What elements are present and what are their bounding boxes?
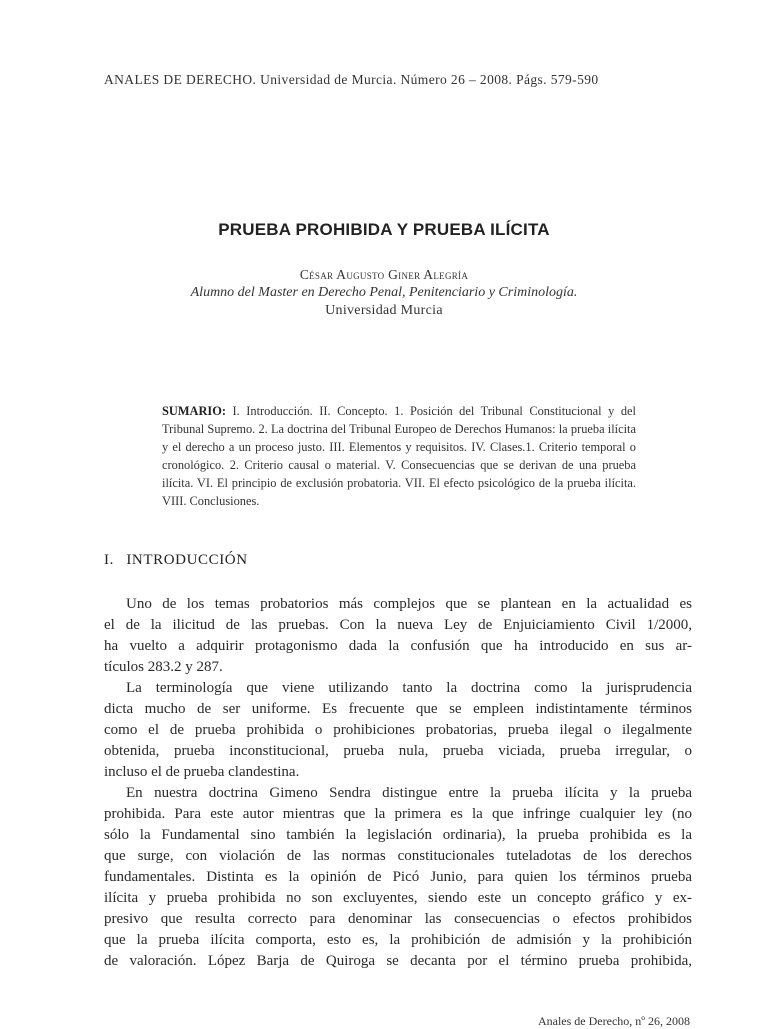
article-title: PRUEBA PROHIBIDA Y PRUEBA ILÍCITA [218, 220, 550, 239]
page-footer: Anales de Derecho, nº 26, 2008 [537, 1014, 690, 1028]
body-line: el de la ilicitud de las pruebas. Con la nueva Ley de Enjuiciamiento Civil 1/2000, [104, 617, 692, 633]
section-number: I. [104, 552, 114, 568]
body-line: La terminología que viene utilizando tanto la doctrina como la jurisprudencia [126, 680, 692, 696]
body-line: prohibida. Para este autor mientras que la primera es la que infringe cualquier ley (no [104, 806, 692, 822]
author-university: Universidad Murcia [325, 303, 443, 318]
body-line: que la prueba ilícita comporta, esto es, la prohibición de admisión y la prohibición [104, 932, 692, 948]
body-line: ilícita y prueba prohibida no son excluyentes, siendo este un concepto gráfico y ex- [104, 890, 692, 906]
body-line: de valoración. López Barja de Quiroga se decanta por el término prueba prohibida, [104, 953, 692, 969]
body-line: dicta mucho de ser uniforme. Es frecuente que se empleen indistintamente términos [104, 701, 692, 717]
body-line: como el de prueba prohibida o prohibiciones probatorias, prueba ilegal o ilegalmente [104, 722, 692, 738]
summary-label: SUMARIO: [162, 404, 227, 418]
section-heading [104, 552, 248, 569]
body-line: ha vuelto a adquirir protagonismo dada la confusión que ha introducido en sus ar- [104, 638, 692, 654]
section-title: INTRODUCCIÓN [126, 552, 248, 568]
body-line: En nuestra doctrina Gimeno Sendra distingue entre la prueba ilícita y la prueba [126, 785, 692, 801]
body-text [104, 594, 692, 972]
article-author: César Augusto Giner Alegría [299, 267, 469, 282]
author-affiliation: Alumno del Master en Derecho Penal, Penitenciario y Criminología. [190, 285, 578, 300]
body-line: que surge, con violación de las normas constitucionales tuteladotas de los derechos [104, 848, 692, 864]
body-line: presivo que resulta correcto para denominar las consecuencias o efectos prohibidos [104, 911, 692, 927]
summary-block [162, 402, 636, 510]
running-header: ANALES DE DERECHO. Universidad de Murcia. Número 26 – 2008. Págs. 579-590 [104, 72, 599, 87]
body-line: obtenida, prueba inconstitucional, prueba nula, prueba viciada, prueba irregular, o [104, 743, 692, 759]
summary-text: I. Introducción. II. Concepto. 1. Posición del Tribunal Constitucional y del Tribunal Supremo. 2. La doctrina del Tribunal Europeo de Derechos Humanos: la prueba ilícita y el derecho a un proceso justo. III. Elementos y requisitos. IV. Clases.1. Criterio temporal o cronológico. 2. Criterio causal o material. V. Consecuencias que se derivan de una prueba ilícita. VI. El principio de exclusión probatoria. VII. El efecto psicológico de la prueba ilícita. VIII. Conclusiones. [162, 404, 636, 508]
body-line: incluso el de prueba clandestina. [104, 764, 300, 780]
body-line: fundamentales. Distinta es la opinión de Picó Junio, para quien los términos prueba [104, 869, 692, 885]
body-line: sólo la Fundamental sino también la legislación ordinaria), la prueba prohibida es la [104, 827, 692, 843]
body-line: tículos 283.2 y 287. [104, 659, 223, 675]
body-line: Uno de los temas probatorios más complejos que se plantean en la actualidad es [126, 596, 692, 612]
